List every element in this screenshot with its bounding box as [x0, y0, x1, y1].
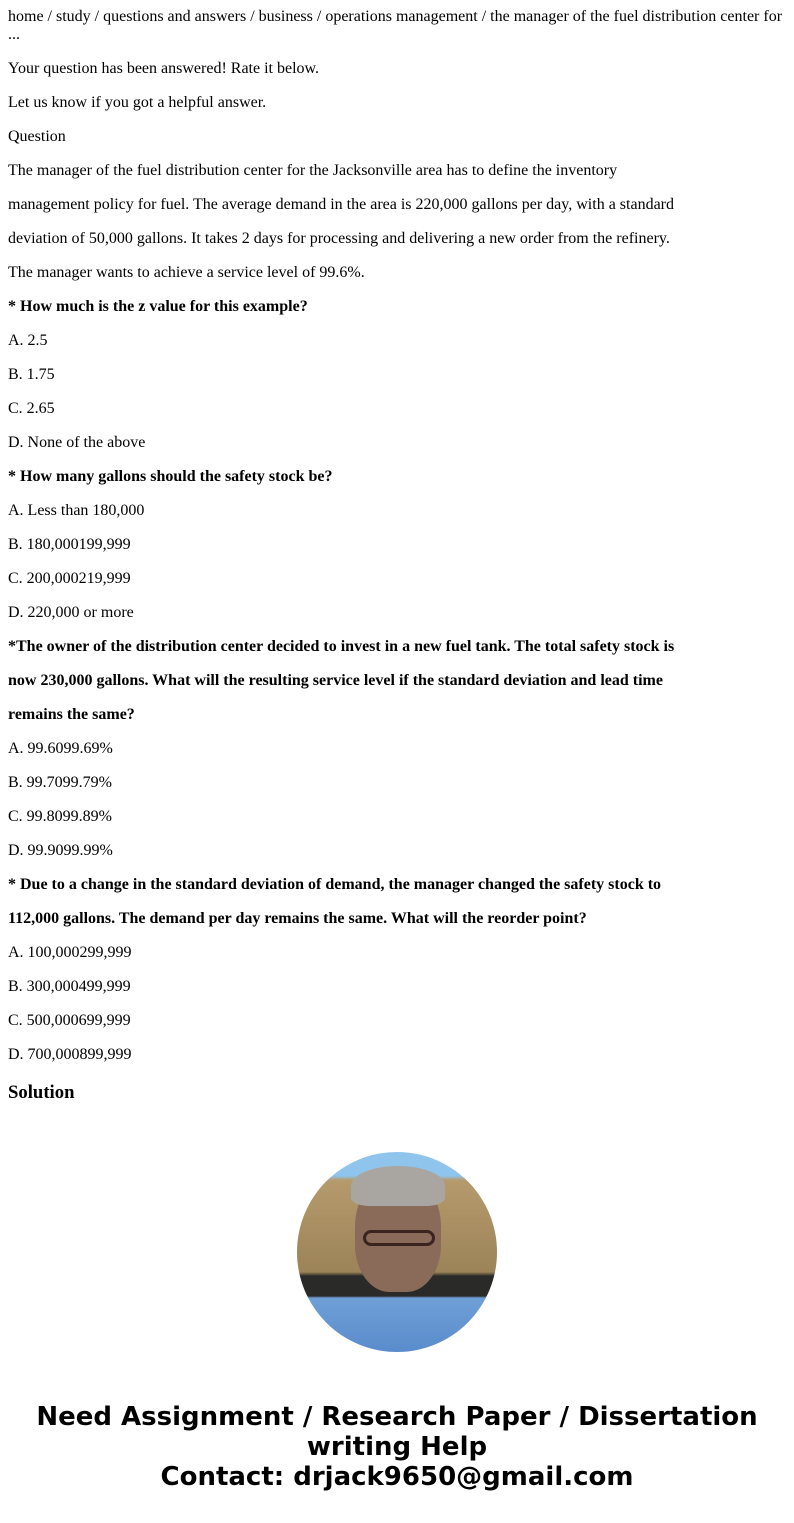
question-line: management policy for fuel. The average demand in the area is 220,000 gallons per day, with a standard	[8, 196, 674, 213]
promo-banner	[8, 1402, 786, 1492]
question-line: D. None of the above	[8, 434, 146, 451]
question-prompt: * Due to a change in the standard deviation of demand, the manager changed the safety stock to	[8, 876, 662, 893]
question-line: A. 99.6099.69%	[8, 740, 113, 757]
avatar-hair	[351, 1166, 445, 1206]
question-line: A. 100,000299,999	[8, 944, 132, 961]
question-prompt: 112,000 gallons. The demand per day remains the same. What will the reorder point?	[8, 910, 587, 927]
question-line: deviation of 50,000 gallons. It takes 2 days for processing and delivering a new order from the refinery.	[8, 230, 670, 247]
question-line: A. 2.5	[8, 332, 48, 349]
question-prompt: *The owner of the distribution center decided to invest in a new fuel tank. The total safety stock is	[8, 638, 675, 655]
question-line: D. 220,000 or more	[8, 604, 134, 621]
helpful-prompt: Let us know if you got a helpful answer.	[8, 94, 267, 111]
question-body	[8, 162, 786, 1064]
question-line: The manager wants to achieve a service level of 99.6%.	[8, 264, 365, 281]
question-label: Question	[8, 128, 66, 145]
question-line: A. Less than 180,000	[8, 502, 145, 519]
promo-contact: Contact: drjack9650@gmail.com	[160, 1462, 634, 1492]
question-line: C. 200,000219,999	[8, 570, 131, 587]
question-line: D. 99.9099.99%	[8, 842, 113, 859]
question-line: The manager of the fuel distribution center for the Jacksonville area has to define the inventory	[8, 162, 618, 179]
solution-heading: Solution	[8, 1082, 75, 1103]
question-prompt: * How many gallons should the safety stock be?	[8, 468, 333, 485]
question-line: C. 2.65	[8, 400, 55, 417]
answered-message: Your question has been answered! Rate it below.	[8, 60, 320, 77]
question-line: B. 1.75	[8, 366, 55, 383]
question-prompt: * How much is the z value for this example?	[8, 298, 308, 315]
avatar-glasses	[363, 1230, 435, 1246]
author-avatar	[297, 1152, 497, 1352]
question-line: B. 300,000499,999	[8, 978, 131, 995]
question-line: B. 99.7099.79%	[8, 774, 112, 791]
question-prompt: remains the same?	[8, 706, 135, 723]
question-line: C. 99.8099.89%	[8, 808, 112, 825]
question-line: B. 180,000199,999	[8, 536, 131, 553]
breadcrumb[interactable]: home / study / questions and answers / business / operations management / the manager of the fuel distribution center for ...	[8, 8, 783, 43]
question-line: C. 500,000699,999	[8, 1012, 131, 1029]
question-line: D. 700,000899,999	[8, 1046, 132, 1063]
question-prompt: now 230,000 gallons. What will the resulting service level if the standard deviation and lead time	[8, 672, 663, 689]
promo-headline: Need Assignment / Research Paper / Dissertation writing Help	[36, 1402, 758, 1462]
